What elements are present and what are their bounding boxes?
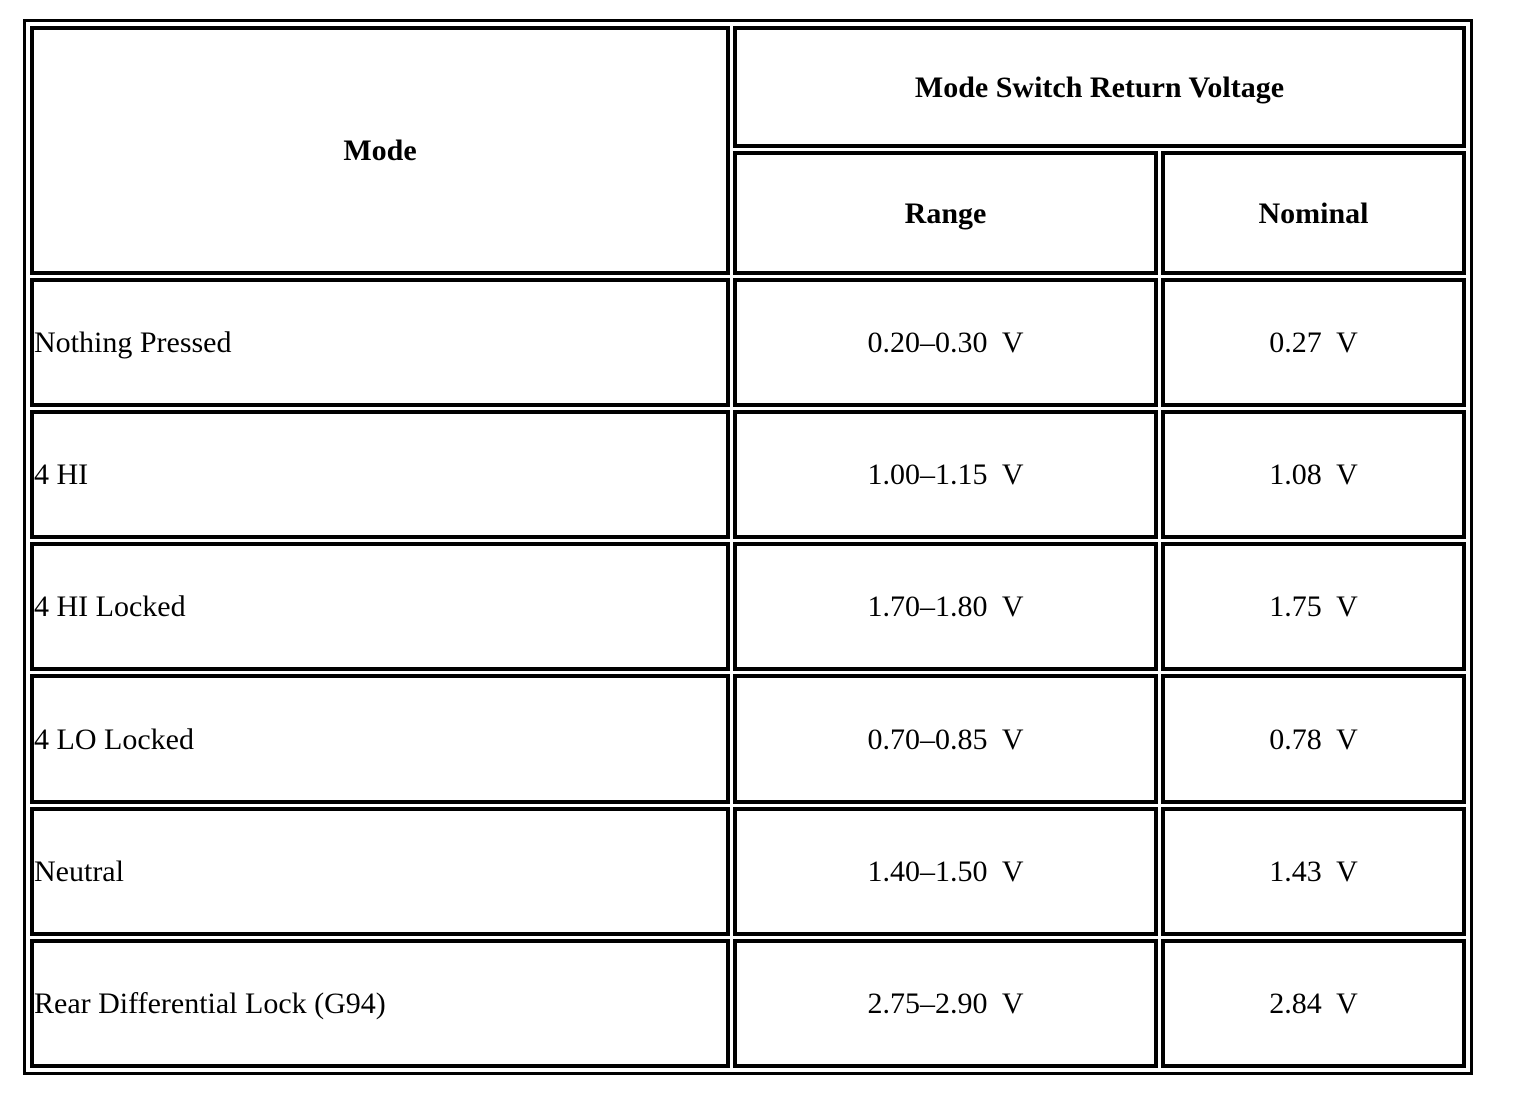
range-cell: 1.40–1.50 V	[733, 807, 1158, 936]
mode-cell: 4 HI	[30, 410, 730, 539]
range-cell: 1.00–1.15 V	[733, 410, 1158, 539]
voltage-group-header: Mode Switch Return Voltage	[733, 26, 1466, 148]
table-row	[30, 542, 1466, 671]
table-row	[30, 939, 1466, 1068]
table-row	[30, 278, 1466, 407]
nominal-cell: 1.08 V	[1161, 410, 1466, 539]
range-column-header: Range	[733, 151, 1158, 275]
mode-cell: Neutral	[30, 807, 730, 936]
range-cell: 1.70–1.80 V	[733, 542, 1158, 671]
table-row	[30, 410, 1466, 539]
mode-cell: 4 HI Locked	[30, 542, 730, 671]
range-cell: 0.70–0.85 V	[733, 674, 1158, 803]
nominal-cell: 2.84 V	[1161, 939, 1466, 1068]
nominal-cell: 0.78 V	[1161, 674, 1466, 803]
table-row	[30, 807, 1466, 936]
voltage-spec-table	[27, 23, 1469, 1071]
table-row	[30, 674, 1466, 803]
nominal-cell: 1.43 V	[1161, 807, 1466, 936]
mode-cell: Rear Differential Lock (G94)	[30, 939, 730, 1068]
range-cell: 0.20–0.30 V	[733, 278, 1158, 407]
nominal-cell: 0.27 V	[1161, 278, 1466, 407]
mode-cell: 4 LO Locked	[30, 674, 730, 803]
mode-column-header: Mode	[30, 26, 730, 275]
range-cell: 2.75–2.90 V	[733, 939, 1158, 1068]
nominal-column-header: Nominal	[1161, 151, 1466, 275]
mode-cell: Nothing Pressed	[30, 278, 730, 407]
nominal-cell: 1.75 V	[1161, 542, 1466, 671]
